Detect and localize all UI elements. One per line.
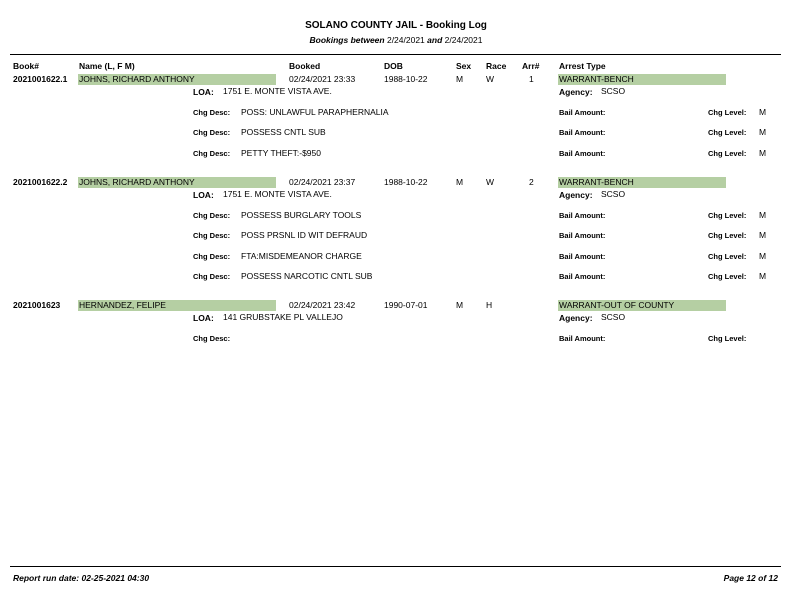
report-subtitle xyxy=(0,35,792,45)
page-number: Page 12 of 12 xyxy=(723,573,778,583)
bail-amount-label: Bail Amount: xyxy=(559,251,606,261)
date-of-birth: 1990-07-01 xyxy=(384,300,428,310)
booked-datetime: 02/24/2021 23:37 xyxy=(289,177,356,187)
bail-amount-label: Bail Amount: xyxy=(559,231,606,241)
chg-level-value: M xyxy=(759,147,767,158)
booked-datetime: 02/24/2021 23:33 xyxy=(289,74,356,84)
subtitle-lead: Bookings between xyxy=(309,35,385,45)
inmate-name: HERNANDEZ, FELIPE xyxy=(78,300,276,311)
agency-value: SCSO xyxy=(601,189,626,199)
agency-label: Agency: xyxy=(559,87,593,97)
col-sex: Sex xyxy=(456,61,472,71)
booking-number: 2021001622.1 xyxy=(13,74,68,84)
chg-desc-value: POSSESS CNTL SUB xyxy=(241,127,326,138)
chg-level-label: Chg Level: xyxy=(708,334,747,343)
race: H xyxy=(486,300,493,310)
chg-level-label: Chg Level: xyxy=(708,128,747,138)
col-name: Name (L, F M) xyxy=(79,61,135,71)
race: W xyxy=(486,74,495,84)
booking-number: 2021001622.2 xyxy=(13,177,68,187)
date-to: 2/24/2021 xyxy=(444,35,483,45)
agency-label: Agency: xyxy=(559,313,593,323)
header-rule xyxy=(10,54,781,55)
arrest-number: 1 xyxy=(529,74,534,84)
booked-datetime: 02/24/2021 23:42 xyxy=(289,300,356,310)
agency-label: Agency: xyxy=(559,190,593,200)
chg-level-value: M xyxy=(759,270,767,281)
chg-level-label: Chg Level: xyxy=(708,211,747,220)
bail-amount-label: Bail Amount: xyxy=(559,271,606,281)
chg-level-label: Chg Level: xyxy=(708,271,747,281)
col-booked: Booked xyxy=(289,61,321,71)
chg-level-label: Chg Level: xyxy=(708,231,747,241)
agency-value: SCSO xyxy=(601,86,626,96)
race: W xyxy=(486,177,495,187)
booking-number: 2021001623 xyxy=(13,300,61,310)
inmate-name: JOHNS, RICHARD ANTHONY xyxy=(78,177,276,188)
chg-desc-label: Chg Desc: xyxy=(193,148,231,158)
booking-record xyxy=(0,74,792,174)
date-from: 2/24/2021 xyxy=(386,35,425,45)
report-run-date: Report run date: 02-25-2021 04:30 xyxy=(13,573,150,583)
report-title: SOLANO COUNTY JAIL - Booking Log xyxy=(305,20,487,31)
chg-desc-label: Chg Desc: xyxy=(193,128,231,138)
sex: M xyxy=(456,300,464,310)
col-book: Book# xyxy=(13,61,39,71)
chg-desc-label: Chg Desc: xyxy=(193,334,231,343)
arrest-number: 2 xyxy=(529,177,534,187)
sex: M xyxy=(456,177,464,187)
loa-value: 141 GRUBSTAKE PL VALLEJO xyxy=(223,312,343,322)
chg-desc-value: POSS PRSNL ID WIT DEFRAUD xyxy=(241,230,368,241)
agency-value: SCSO xyxy=(601,312,626,322)
inmate-name: JOHNS, RICHARD ANTHONY xyxy=(78,74,276,85)
chg-desc-label: Chg Desc: xyxy=(193,231,231,241)
chg-desc-value: FTA:MISDEMEANOR CHARGE xyxy=(241,250,362,261)
chg-desc-value: POSSESS BURGLARY TOOLS xyxy=(241,210,362,220)
chg-level-value: M xyxy=(759,107,767,117)
arrest-type: WARRANT-BENCH xyxy=(558,74,726,85)
chg-level-label: Chg Level: xyxy=(708,108,747,117)
booking-record xyxy=(0,300,792,400)
chg-desc-label: Chg Desc: xyxy=(193,271,231,281)
chg-desc-label: Chg Desc: xyxy=(193,108,231,117)
chg-desc-value: PETTY THEFT:-$950 xyxy=(241,147,321,158)
chg-level-label: Chg Level: xyxy=(708,148,747,158)
bail-amount-label: Bail Amount: xyxy=(559,211,606,220)
footer-rule xyxy=(10,566,781,567)
bail-amount-label: Bail Amount: xyxy=(559,128,606,138)
date-of-birth: 1988-10-22 xyxy=(384,74,428,84)
loa-value: 1751 E. MONTE VISTA AVE. xyxy=(223,86,332,96)
chg-desc-value: POSSESS NARCOTIC CNTL SUB xyxy=(241,270,373,281)
col-arr: Arr# xyxy=(522,61,540,71)
bail-amount-label: Bail Amount: xyxy=(559,334,606,343)
chg-level-value: M xyxy=(759,230,767,241)
subtitle-and: and xyxy=(427,35,443,45)
chg-level-value: M xyxy=(759,127,767,138)
chg-desc-value: POSS: UNLAWFUL PARAPHERNALIA xyxy=(241,107,389,117)
loa-label: LOA: xyxy=(193,190,214,200)
chg-level-value: M xyxy=(759,250,767,261)
arrest-type: WARRANT-BENCH xyxy=(558,177,726,188)
chg-desc-label: Chg Desc: xyxy=(193,211,231,220)
chg-level-value: M xyxy=(759,210,767,220)
chg-level-label: Chg Level: xyxy=(708,251,747,261)
loa-label: LOA: xyxy=(193,87,214,97)
col-arrest-type: Arrest Type xyxy=(559,61,606,71)
booking-record xyxy=(0,177,792,281)
bail-amount-label: Bail Amount: xyxy=(559,108,606,117)
loa-value: 1751 E. MONTE VISTA AVE. xyxy=(223,189,332,199)
sex: M xyxy=(456,74,464,84)
bail-amount-label: Bail Amount: xyxy=(559,148,606,158)
col-race: Race xyxy=(486,61,507,71)
date-of-birth: 1988-10-22 xyxy=(384,177,428,187)
col-dob: DOB xyxy=(384,61,403,71)
arrest-type: WARRANT-OUT OF COUNTY xyxy=(558,300,726,311)
chg-desc-label: Chg Desc: xyxy=(193,251,231,261)
loa-label: LOA: xyxy=(193,313,214,323)
